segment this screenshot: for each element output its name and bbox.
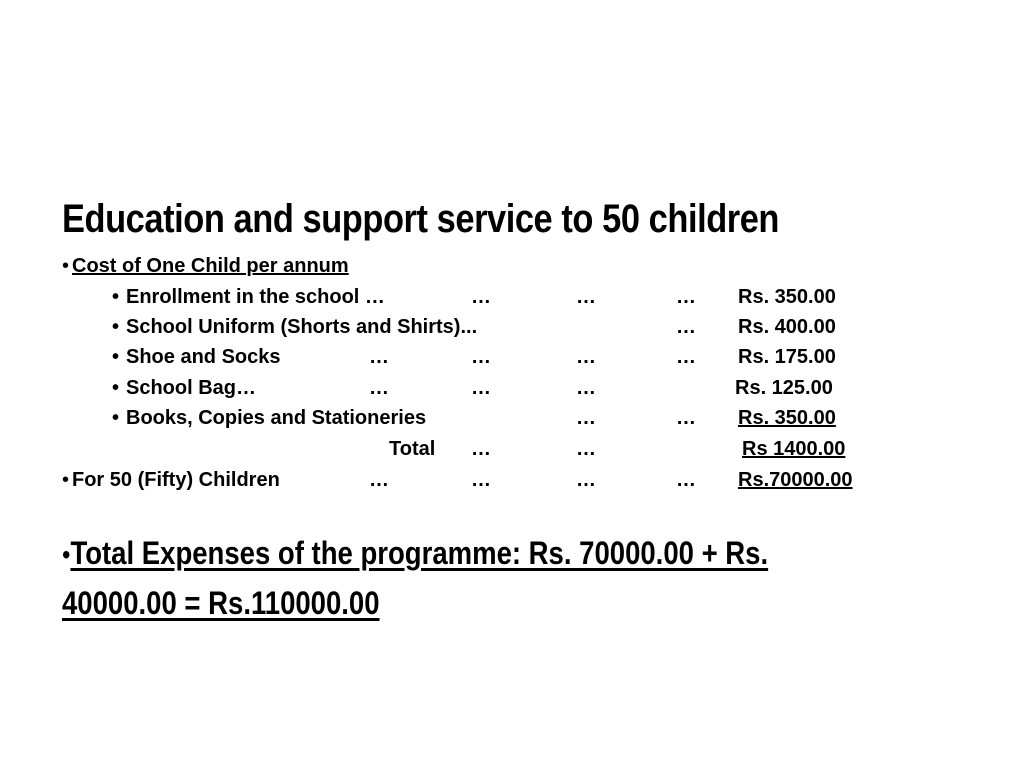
cost-heading-row <box>62 252 962 280</box>
total-dots: … <box>576 438 596 460</box>
total-label: Total <box>389 438 436 460</box>
fifty-label: For 50 (Fifty) Children <box>72 469 280 491</box>
total-expenses-line2 <box>62 577 888 629</box>
item-dots: … <box>369 346 389 368</box>
list-item <box>0 404 1024 432</box>
sub-bullet-icon: • <box>112 346 120 368</box>
bullet-icon: • <box>62 469 70 491</box>
bullet-icon: • <box>62 539 71 570</box>
item-dots: … <box>576 346 596 368</box>
item-dots: … <box>576 377 596 399</box>
item-label: School Uniform (Shorts and Shirts)... <box>126 316 478 338</box>
item-dots: … <box>369 377 389 399</box>
item-amount: Rs. 175.00 <box>738 346 836 368</box>
slide-title: Education and support service to 50 children <box>62 197 780 241</box>
fifty-dots: … <box>676 469 696 491</box>
item-dots: … <box>576 286 596 308</box>
item-dots: … <box>676 346 696 368</box>
list-item <box>0 313 1024 341</box>
bullet-icon: • <box>62 255 70 277</box>
total-amount: Rs 1400.00 <box>742 438 846 460</box>
total-expenses-line1 <box>62 527 888 581</box>
item-label: Books, Copies and Stationeries <box>126 407 427 429</box>
fifty-dots: … <box>369 469 389 491</box>
sub-bullet-icon: • <box>112 286 120 308</box>
item-dots: … <box>471 346 491 368</box>
total-dots: … <box>471 438 491 460</box>
sub-bullet-icon: • <box>112 407 120 429</box>
item-dots: … <box>471 377 491 399</box>
total-row <box>0 435 1024 463</box>
total-expenses-text-1: Total Expenses of the programme: Rs. 70000.00 + Rs. <box>70 535 769 571</box>
cost-heading: Cost of One Child per annum <box>72 255 349 277</box>
sub-bullet-icon: • <box>112 377 120 399</box>
fifty-amount: Rs.70000.00 <box>738 469 853 491</box>
item-amount: Rs. 125.00 <box>735 377 833 399</box>
item-label: School Bag… <box>126 377 257 399</box>
item-dots: … <box>471 286 491 308</box>
item-dots: … <box>676 286 696 308</box>
list-item <box>0 283 1024 311</box>
fifty-dots: … <box>576 469 596 491</box>
item-amount: Rs. 350.00 <box>738 407 836 429</box>
list-item <box>0 343 1024 371</box>
item-label: Enrollment in the school … <box>126 286 385 308</box>
item-label: Shoe and Socks <box>126 346 281 368</box>
item-dots: … <box>676 316 696 338</box>
item-dots: … <box>576 407 596 429</box>
total-expenses-text-2: 40000.00 = Rs.110000.00 <box>62 585 380 621</box>
sub-bullet-icon: • <box>112 316 120 338</box>
item-amount: Rs. 350.00 <box>738 286 836 308</box>
fifty-children-row <box>0 466 1024 494</box>
fifty-dots: … <box>471 469 491 491</box>
item-dots: … <box>676 407 696 429</box>
list-item <box>0 374 1024 402</box>
item-amount: Rs. 400.00 <box>738 316 836 338</box>
